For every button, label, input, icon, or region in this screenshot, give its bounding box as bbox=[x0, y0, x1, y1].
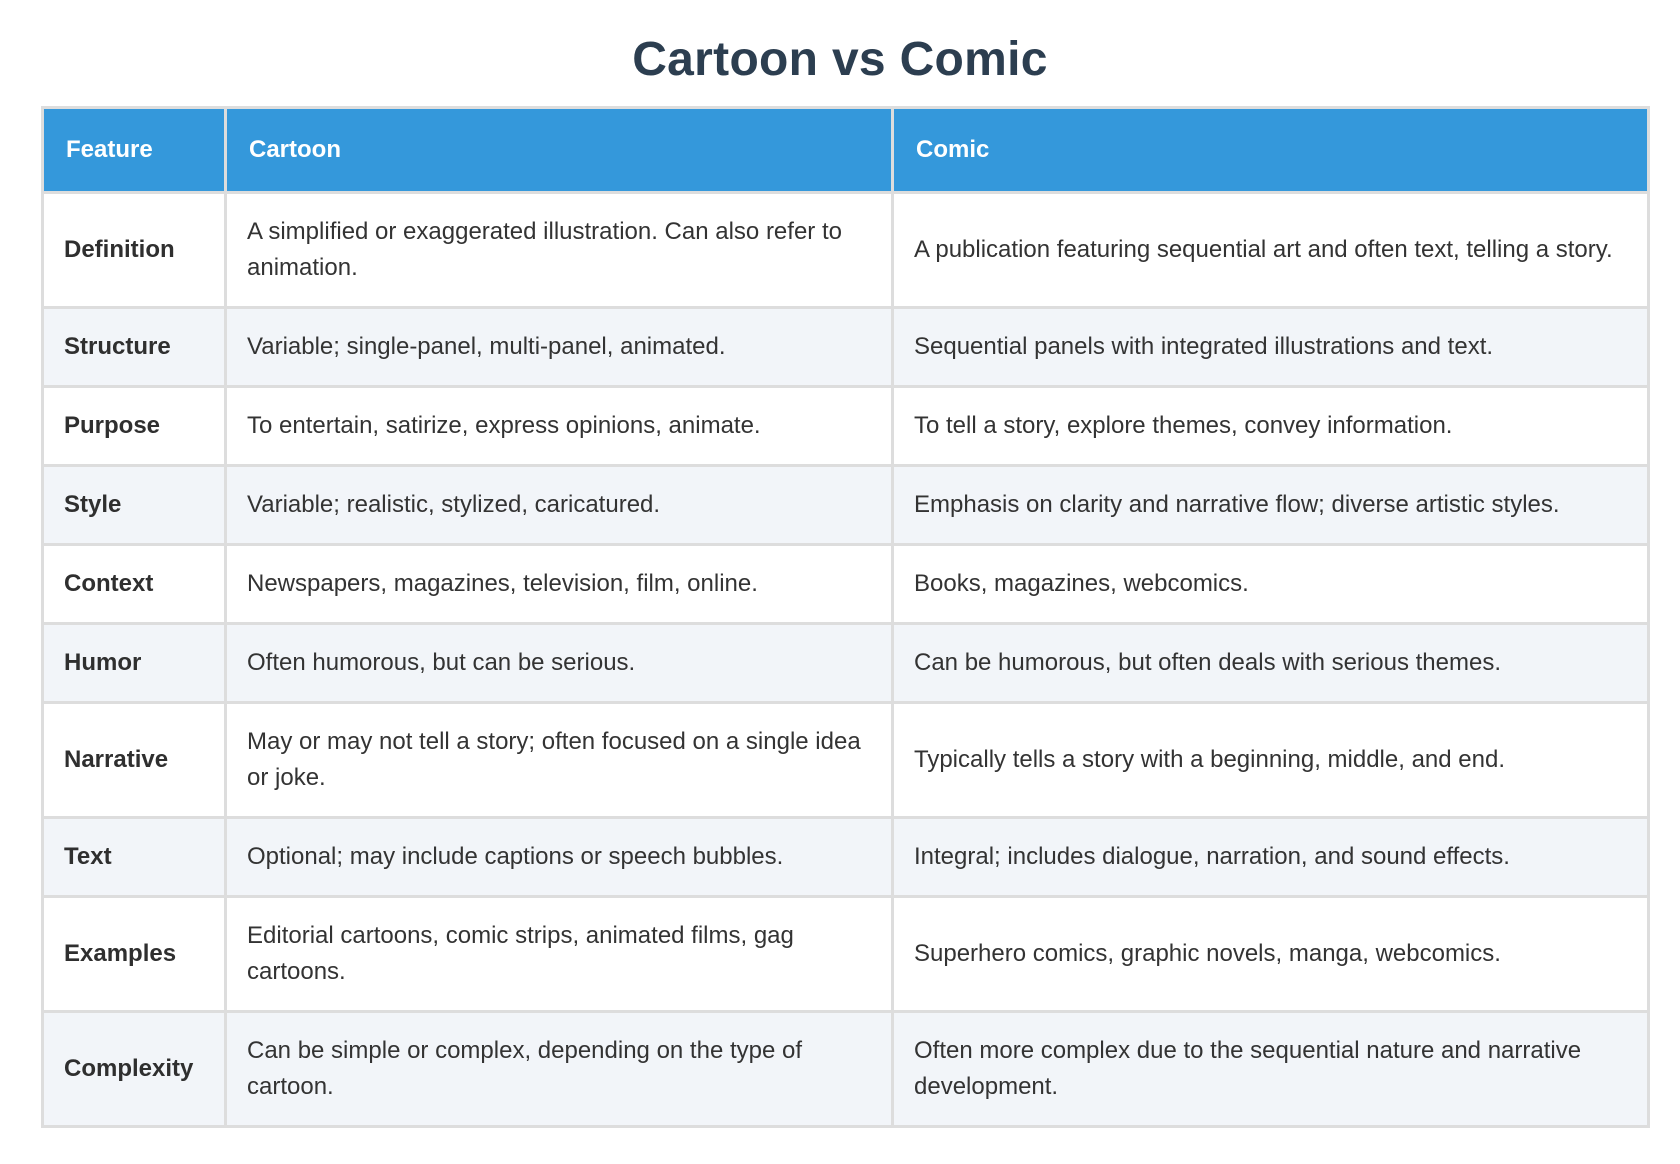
feature-cell: Structure bbox=[43, 308, 226, 387]
cartoon-cell: Optional; may include captions or speech bubbles. bbox=[226, 818, 893, 897]
cartoon-cell: Often humorous, but can be serious. bbox=[226, 624, 893, 703]
comic-cell: Can be humorous, but often deals with serious themes. bbox=[893, 624, 1649, 703]
comparison-table bbox=[41, 106, 1650, 1128]
comic-cell: Superhero comics, graphic novels, manga, webcomics. bbox=[893, 897, 1649, 1012]
header-row bbox=[43, 108, 1649, 193]
table-body bbox=[43, 193, 1649, 1127]
cartoon-cell: Variable; realistic, stylized, caricatured. bbox=[226, 466, 893, 545]
cartoon-cell: A simplified or exaggerated illustration. Can also refer to animation. bbox=[226, 193, 893, 308]
feature-cell: Style bbox=[43, 466, 226, 545]
header-comic: Comic bbox=[893, 108, 1649, 193]
table-row bbox=[43, 545, 1649, 624]
table-header bbox=[43, 108, 1649, 193]
feature-cell: Humor bbox=[43, 624, 226, 703]
cartoon-cell: Variable; single-panel, multi-panel, animated. bbox=[226, 308, 893, 387]
table-row bbox=[43, 818, 1649, 897]
header-feature: Feature bbox=[43, 108, 226, 193]
comic-cell: Typically tells a story with a beginning, middle, and end. bbox=[893, 703, 1649, 818]
table-row bbox=[43, 897, 1649, 1012]
header-cartoon: Cartoon bbox=[226, 108, 893, 193]
table-row bbox=[43, 1012, 1649, 1127]
comic-cell: A publication featuring sequential art and often text, telling a story. bbox=[893, 193, 1649, 308]
comic-cell: Emphasis on clarity and narrative flow; diverse artistic styles. bbox=[893, 466, 1649, 545]
cartoon-cell: May or may not tell a story; often focused on a single idea or joke. bbox=[226, 703, 893, 818]
cartoon-cell: Can be simple or complex, depending on the type of cartoon. bbox=[226, 1012, 893, 1127]
feature-cell: Examples bbox=[43, 897, 226, 1012]
table-row bbox=[43, 624, 1649, 703]
comic-cell: Books, magazines, webcomics. bbox=[893, 545, 1649, 624]
table-row bbox=[43, 466, 1649, 545]
feature-cell: Complexity bbox=[43, 1012, 226, 1127]
feature-cell: Text bbox=[43, 818, 226, 897]
table-row bbox=[43, 193, 1649, 308]
table-row bbox=[43, 703, 1649, 818]
comic-cell: Sequential panels with integrated illustrations and text. bbox=[893, 308, 1649, 387]
cartoon-cell: To entertain, satirize, express opinions, animate. bbox=[226, 387, 893, 466]
comic-cell: To tell a story, explore themes, convey information. bbox=[893, 387, 1649, 466]
table-row bbox=[43, 387, 1649, 466]
cartoon-cell: Newspapers, magazines, television, film, online. bbox=[226, 545, 893, 624]
feature-cell: Context bbox=[43, 545, 226, 624]
comic-cell: Integral; includes dialogue, narration, and sound effects. bbox=[893, 818, 1649, 897]
page-title: Cartoon vs Comic bbox=[632, 33, 1048, 86]
table-row bbox=[43, 308, 1649, 387]
cartoon-cell: Editorial cartoons, comic strips, animated films, gag cartoons. bbox=[226, 897, 893, 1012]
comic-cell: Often more complex due to the sequential nature and narrative development. bbox=[893, 1012, 1649, 1127]
feature-cell: Definition bbox=[43, 193, 226, 308]
feature-cell: Narrative bbox=[43, 703, 226, 818]
feature-cell: Purpose bbox=[43, 387, 226, 466]
